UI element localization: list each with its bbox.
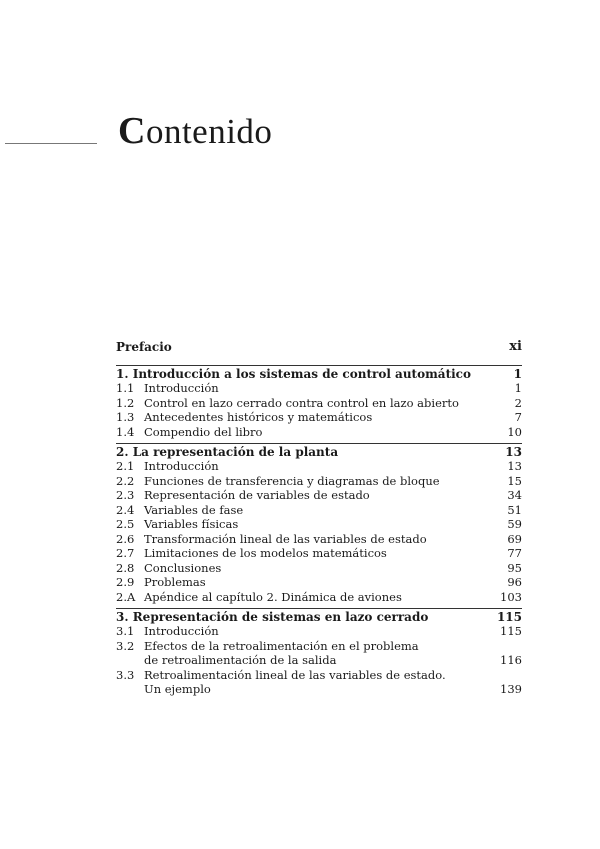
- toc-section-2-8[interactable]: [116, 561, 522, 576]
- section-label-line-2: de retroalimentación de la salida: [144, 653, 337, 667]
- chapter-title: 3. Representación de sistemas en lazo cerrado: [116, 610, 429, 624]
- toc-section-3-1[interactable]: [116, 624, 522, 639]
- section-number: 2.A: [116, 589, 136, 604]
- section-number: 2.7: [116, 546, 135, 560]
- section-label: Compendio del libro: [144, 424, 263, 439]
- section-page: 10: [507, 424, 522, 439]
- toc-section-2-3[interactable]: [116, 488, 522, 503]
- toc-preface[interactable]: [116, 340, 522, 354]
- toc-section-1-4[interactable]: [116, 425, 522, 440]
- section-page: 15: [507, 473, 522, 488]
- title-rule: [5, 143, 97, 144]
- chapter-page: 1: [513, 367, 522, 381]
- section-number: 2.9: [116, 575, 135, 589]
- section-page: 139: [500, 682, 522, 696]
- section-page: 69: [507, 531, 522, 546]
- toc-section-1-2[interactable]: [116, 396, 522, 411]
- section-number: 2.8: [116, 560, 135, 575]
- section-page: 116: [500, 653, 522, 667]
- section-label: Introducción: [144, 459, 219, 473]
- section-label-line-2: Un ejemplo: [144, 682, 211, 696]
- toc-section-2-a[interactable]: [116, 590, 522, 605]
- section-label: Limitaciones de los modelos matemáticos: [144, 546, 387, 560]
- section-page: 7: [514, 410, 522, 424]
- section-page: 34: [507, 488, 522, 502]
- section-number: 2.5: [116, 517, 135, 531]
- section-label: Variables físicas: [144, 517, 239, 531]
- section-label: Funciones de transferencia y diagramas de bloque: [144, 473, 440, 488]
- chapter-page: 13: [505, 445, 522, 459]
- title-initial: C: [118, 110, 146, 152]
- toc-chapter-1[interactable]: [116, 365, 522, 381]
- section-page: 115: [500, 624, 522, 638]
- page-title: [118, 112, 272, 150]
- toc-section-2-9[interactable]: [116, 575, 522, 590]
- section-page: 77: [507, 546, 522, 560]
- section-number: 1.4: [116, 424, 135, 439]
- section-page: 95: [507, 560, 522, 575]
- toc-section-1-3[interactable]: [116, 410, 522, 425]
- section-page: 13: [507, 459, 522, 473]
- section-number: 2.4: [116, 502, 135, 517]
- section-label: Conclusiones: [144, 560, 222, 575]
- chapter-title: 2. La representación de la planta: [116, 445, 339, 459]
- section-label: [144, 639, 482, 668]
- section-page: 1: [514, 381, 522, 395]
- section-number: 1.1: [116, 381, 135, 395]
- toc-section-2-4[interactable]: [116, 503, 522, 518]
- section-label: [144, 668, 482, 697]
- toc-section-2-2[interactable]: [116, 474, 522, 489]
- section-label: Introducción: [144, 381, 219, 395]
- toc-section-2-7[interactable]: [116, 546, 522, 561]
- section-label: Variables de fase: [144, 502, 244, 517]
- section-label: Antecedentes históricos y matemáticos: [144, 410, 373, 424]
- toc-chapter-2[interactable]: [116, 443, 522, 459]
- section-page: 51: [507, 502, 522, 517]
- section-number: 2.2: [116, 473, 135, 488]
- toc-section-2-1[interactable]: [116, 459, 522, 474]
- section-number: 2.3: [116, 488, 135, 502]
- toc-preface-page: xi: [509, 339, 522, 354]
- section-page: 2: [514, 395, 522, 410]
- toc-section-2-5[interactable]: [116, 517, 522, 532]
- section-label-line-1: Retroalimentación lineal de las variables de estado.: [144, 667, 446, 682]
- section-number: 1.2: [116, 395, 135, 410]
- chapter-page: 115: [496, 610, 522, 624]
- section-number: 2.6: [116, 531, 135, 546]
- toc-section-3-3[interactable]: [116, 668, 522, 697]
- section-page: 103: [500, 589, 522, 604]
- table-of-contents: [116, 340, 522, 697]
- section-label: Introducción: [144, 624, 219, 638]
- section-number: 2.1: [116, 459, 135, 473]
- section-label: Control en lazo cerrado contra control en lazo abierto: [144, 395, 459, 410]
- toc-section-3-2[interactable]: [116, 639, 522, 668]
- section-page: 96: [507, 575, 522, 589]
- title-rest: ontenido: [145, 112, 273, 151]
- section-label: Representación de variables de estado: [144, 488, 370, 502]
- toc-section-2-6[interactable]: [116, 532, 522, 547]
- section-label: Transformación lineal de las variables de estado: [144, 531, 427, 546]
- section-number: 3.1: [116, 624, 135, 638]
- toc-preface-label: Prefacio: [116, 340, 172, 354]
- section-label: Problemas: [144, 575, 206, 589]
- section-page: 59: [507, 517, 522, 531]
- toc-chapter-3[interactable]: [116, 608, 522, 624]
- section-label-line-1: Efectos de la retroalimentación en el problema: [144, 638, 419, 653]
- section-label: Apéndice al capítulo 2. Dinámica de aviones: [144, 589, 402, 604]
- section-number: 3.2: [116, 638, 135, 653]
- section-number: 3.3: [116, 667, 135, 682]
- toc-section-1-1[interactable]: [116, 381, 522, 396]
- section-number: 1.3: [116, 410, 135, 424]
- chapter-title: 1. Introducción a los sistemas de control automático: [116, 367, 471, 381]
